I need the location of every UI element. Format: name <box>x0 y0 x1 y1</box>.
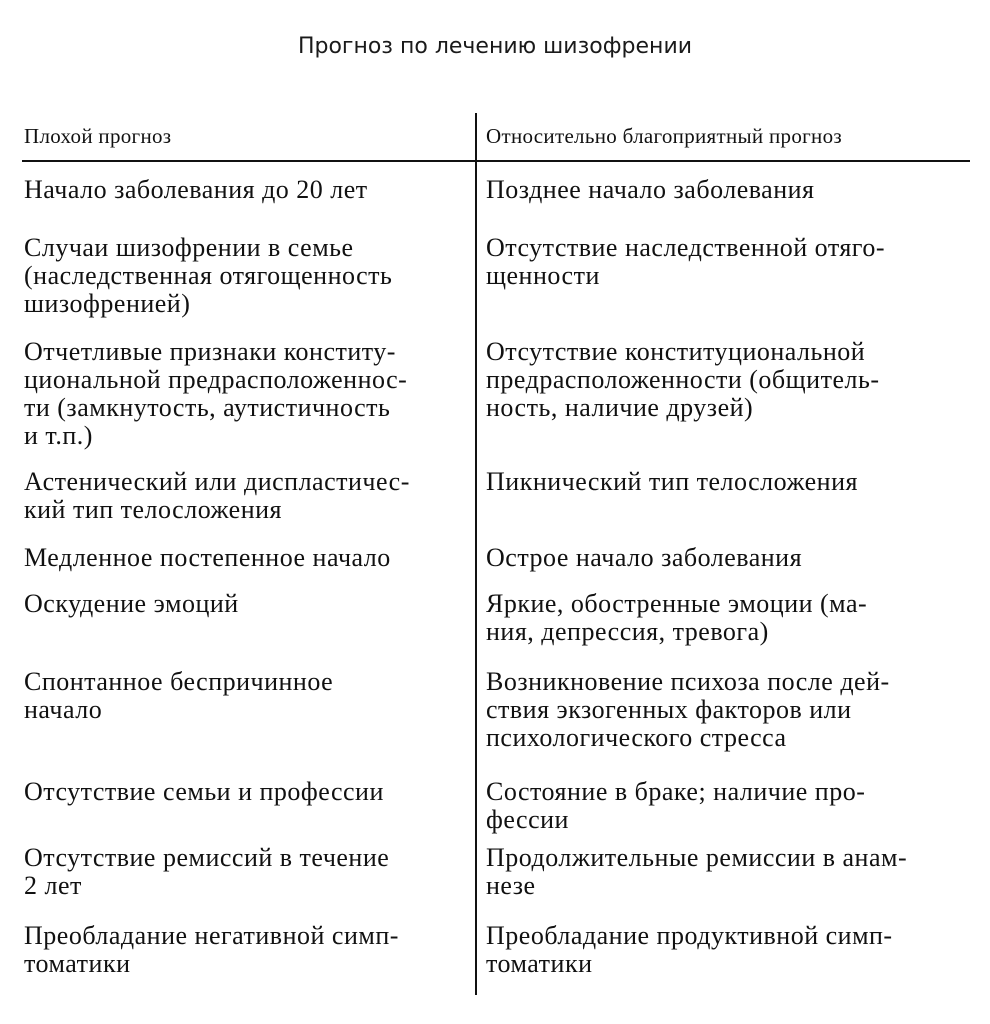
bad-prognosis-cell: Преобладание негативной симп- томатики <box>24 921 399 978</box>
good-prognosis-cell: Отсутствие наследственной отяго- щенности <box>486 233 885 290</box>
bad-prognosis-cell: Отсутствие ремиссий в течение 2 лет <box>24 843 390 900</box>
table-row <box>22 544 970 590</box>
table-row <box>22 778 970 844</box>
good-prognosis-cell: Преобладание продуктивной симп- томатики <box>486 921 893 978</box>
table-row <box>22 468 970 544</box>
bad-prognosis-cell: Спонтанное беспричинное начало <box>24 667 334 724</box>
good-prognosis-cell: Возникновение психоза после дей- ствия экзогенных факторов или психологического стресса <box>486 667 890 752</box>
table-row <box>22 668 970 778</box>
table-row <box>22 590 970 668</box>
bad-prognosis-cell: Отсутствие семьи и профессии <box>24 777 384 806</box>
bad-prognosis-cell: Случаи шизофрении в семье (наследственная отягощенность шизофренией) <box>24 233 393 318</box>
table-row <box>22 844 970 922</box>
good-prognosis-cell: Пикнический тип телосложения <box>486 467 858 496</box>
page-title: Прогноз по лечению шизофрении <box>297 34 693 59</box>
good-prognosis-cell: Состояние в браке; наличие про- фессии <box>486 777 866 834</box>
table-row <box>22 234 970 338</box>
table-row <box>22 176 970 234</box>
bad-prognosis-cell: Оскудение эмоций <box>24 589 239 618</box>
table-row <box>22 922 970 982</box>
good-prognosis-cell: Позднее начало заболевания <box>486 175 815 204</box>
column-header-good-prognosis: Относительно благоприятный прогноз <box>486 124 842 148</box>
bad-prognosis-cell: Начало заболевания до 20 лет <box>24 175 368 204</box>
good-prognosis-cell: Продолжительные ремиссии в анам- незе <box>486 843 908 900</box>
bad-prognosis-cell: Медленное постепенное начало <box>24 543 391 572</box>
bad-prognosis-cell: Отчетливые признаки конститу- циональной предрасположеннос- ти (замкнутость, аутистичность и т.п.) <box>24 337 408 450</box>
good-prognosis-cell: Отсутствие конституциональной предрасположенности (общитель- ность, наличие друзей) <box>486 337 880 422</box>
bad-prognosis-cell: Астенический или диспластичес- кий тип телосложения <box>24 467 410 524</box>
table-row <box>22 338 970 468</box>
good-prognosis-cell: Яркие, обостренные эмоции (ма- ния, депрессия, тревога) <box>486 589 868 646</box>
prognosis-table <box>22 176 970 982</box>
good-prognosis-cell: Острое начало заболевания <box>486 543 803 572</box>
header-rule <box>22 160 970 162</box>
column-header-bad-prognosis: Плохой прогноз <box>24 124 172 148</box>
